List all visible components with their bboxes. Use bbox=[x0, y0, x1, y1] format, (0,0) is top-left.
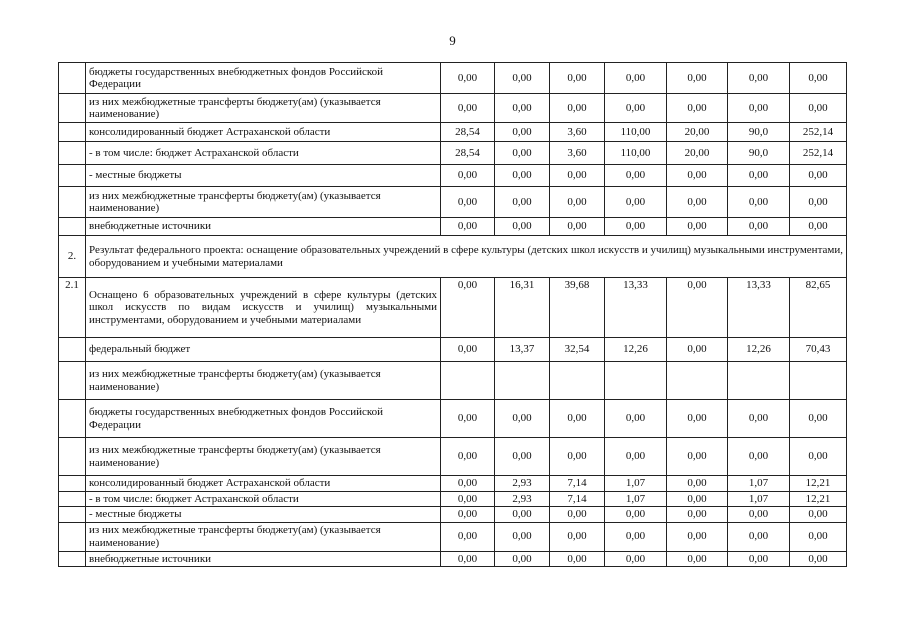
amount-cell: 12,26 bbox=[605, 338, 667, 362]
table-row bbox=[59, 476, 847, 492]
table-row bbox=[59, 218, 847, 236]
amount-cell: 0,00 bbox=[605, 507, 667, 523]
amount-cell: 0,00 bbox=[441, 338, 495, 362]
amount-cell: 0,00 bbox=[667, 476, 728, 492]
funding-source-cell: из них межбюджетные трансферты бюджету(ам) (указывается наименование) bbox=[86, 187, 441, 218]
amount-cell: 90,0 bbox=[728, 123, 790, 142]
amount-cell: 2,93 bbox=[495, 491, 550, 507]
amount-cell: 7,14 bbox=[550, 491, 605, 507]
row-number-cell bbox=[59, 218, 86, 236]
result-description-cell: Оснащено 6 образовательных учреждений в сфере культуры (детских школ искусств по видам искусств и училищ) музыкальными инструментами, оборудованием и учебными материалами bbox=[86, 278, 441, 338]
amount-cell: 0,00 bbox=[667, 338, 728, 362]
amount-cell: 2,93 bbox=[495, 476, 550, 492]
amount-cell: 13,33 bbox=[728, 278, 790, 338]
amount-cell: 0,00 bbox=[790, 400, 847, 438]
funding-source-cell: федеральный бюджет bbox=[86, 338, 441, 362]
amount-cell: 0,00 bbox=[728, 187, 790, 218]
amount-cell: 7,14 bbox=[550, 476, 605, 492]
amount-cell: 0,00 bbox=[667, 165, 728, 187]
funding-source-cell: - в том числе: бюджет Астраханской области bbox=[86, 142, 441, 165]
amount-cell: 0,00 bbox=[605, 551, 667, 567]
row-number-cell bbox=[59, 551, 86, 567]
section-title-cell: Результат федерального проекта: оснащение образовательных учреждений в сфере культуры (детских школ искусств и училищ) музыкальными инструментами, оборудованием и учебными материалами bbox=[86, 236, 847, 278]
table-row bbox=[59, 551, 847, 567]
amount-cell: 0,00 bbox=[605, 187, 667, 218]
amount-cell bbox=[495, 362, 550, 400]
table-row bbox=[59, 438, 847, 476]
amount-cell: 0,00 bbox=[550, 507, 605, 523]
amount-cell: 0,00 bbox=[495, 551, 550, 567]
amount-cell bbox=[605, 362, 667, 400]
amount-cell: 3,60 bbox=[550, 142, 605, 165]
amount-cell: 12,26 bbox=[728, 338, 790, 362]
amount-cell: 0,00 bbox=[605, 218, 667, 236]
row-number-cell bbox=[59, 476, 86, 492]
amount-cell: 20,00 bbox=[667, 123, 728, 142]
funding-source-cell: внебюджетные источники bbox=[86, 551, 441, 567]
amount-cell: 0,00 bbox=[667, 218, 728, 236]
funding-source-cell: бюджеты государственных внебюджетных фондов Российской Федерации bbox=[86, 63, 441, 94]
amount-cell: 28,54 bbox=[441, 123, 495, 142]
amount-cell: 0,00 bbox=[605, 400, 667, 438]
amount-cell: 0,00 bbox=[605, 522, 667, 551]
budget-table bbox=[58, 62, 847, 567]
funding-source-cell: - местные бюджеты bbox=[86, 507, 441, 523]
amount-cell bbox=[728, 362, 790, 400]
amount-cell: 13,33 bbox=[605, 278, 667, 338]
amount-cell: 0,00 bbox=[495, 438, 550, 476]
table-row bbox=[59, 63, 847, 94]
amount-cell: 0,00 bbox=[667, 94, 728, 123]
amount-cell: 0,00 bbox=[790, 507, 847, 523]
amount-cell: 0,00 bbox=[667, 278, 728, 338]
amount-cell: 82,65 bbox=[790, 278, 847, 338]
amount-cell: 0,00 bbox=[790, 187, 847, 218]
amount-cell: 0,00 bbox=[550, 63, 605, 94]
amount-cell: 0,00 bbox=[441, 476, 495, 492]
amount-cell: 0,00 bbox=[441, 94, 495, 123]
amount-cell: 70,43 bbox=[790, 338, 847, 362]
amount-cell: 0,00 bbox=[790, 551, 847, 567]
amount-cell: 0,00 bbox=[550, 438, 605, 476]
amount-cell: 0,00 bbox=[728, 165, 790, 187]
amount-cell: 20,00 bbox=[667, 142, 728, 165]
funding-source-cell: бюджеты государственных внебюджетных фондов Российской Федерации bbox=[86, 400, 441, 438]
amount-cell: 0,00 bbox=[550, 522, 605, 551]
amount-cell: 0,00 bbox=[441, 187, 495, 218]
row-number-cell bbox=[59, 123, 86, 142]
row-number-cell bbox=[59, 522, 86, 551]
amount-cell: 0,00 bbox=[495, 142, 550, 165]
amount-cell: 0,00 bbox=[667, 63, 728, 94]
amount-cell: 1,07 bbox=[605, 476, 667, 492]
amount-cell: 0,00 bbox=[728, 218, 790, 236]
amount-cell: 0,00 bbox=[790, 94, 847, 123]
amount-cell: 0,00 bbox=[667, 400, 728, 438]
amount-cell: 0,00 bbox=[550, 551, 605, 567]
amount-cell: 39,68 bbox=[550, 278, 605, 338]
amount-cell: 16,31 bbox=[495, 278, 550, 338]
row-number-cell bbox=[59, 507, 86, 523]
funding-source-cell: из них межбюджетные трансферты бюджету(ам) (указывается наименование) bbox=[86, 94, 441, 123]
amount-cell: 0,00 bbox=[605, 165, 667, 187]
funding-source-cell: - местные бюджеты bbox=[86, 165, 441, 187]
amount-cell: 12,21 bbox=[790, 491, 847, 507]
amount-cell: 0,00 bbox=[728, 551, 790, 567]
row-number-cell bbox=[59, 491, 86, 507]
amount-cell: 0,00 bbox=[550, 94, 605, 123]
amount-cell: 0,00 bbox=[667, 491, 728, 507]
section-row bbox=[59, 236, 847, 278]
amount-cell: 0,00 bbox=[441, 218, 495, 236]
table-row bbox=[59, 400, 847, 438]
amount-cell: 252,14 bbox=[790, 142, 847, 165]
amount-cell: 0,00 bbox=[667, 438, 728, 476]
amount-cell: 1,07 bbox=[728, 476, 790, 492]
amount-cell: 110,00 bbox=[605, 142, 667, 165]
amount-cell: 110,00 bbox=[605, 123, 667, 142]
amount-cell: 0,00 bbox=[728, 522, 790, 551]
funding-source-cell: из них межбюджетные трансферты бюджету(ам) (указывается наименование) bbox=[86, 438, 441, 476]
table-row bbox=[59, 522, 847, 551]
table-row bbox=[59, 94, 847, 123]
amount-cell: 0,00 bbox=[728, 507, 790, 523]
amount-cell: 0,00 bbox=[441, 63, 495, 94]
amount-cell: 0,00 bbox=[495, 400, 550, 438]
amount-cell: 0,00 bbox=[441, 438, 495, 476]
row-number-cell bbox=[59, 63, 86, 94]
amount-cell: 0,00 bbox=[550, 187, 605, 218]
amount-cell: 0,00 bbox=[495, 507, 550, 523]
amount-cell: 28,54 bbox=[441, 142, 495, 165]
table-row bbox=[59, 165, 847, 187]
table-body bbox=[59, 63, 847, 567]
amount-cell: 0,00 bbox=[441, 400, 495, 438]
table-row bbox=[59, 187, 847, 218]
table-row bbox=[59, 123, 847, 142]
amount-cell: 0,00 bbox=[790, 522, 847, 551]
table-row bbox=[59, 507, 847, 523]
funding-source-cell: из них межбюджетные трансферты бюджету(ам) (указывается наименование) bbox=[86, 362, 441, 400]
amount-cell: 0,00 bbox=[495, 123, 550, 142]
amount-cell: 0,00 bbox=[495, 218, 550, 236]
amount-cell: 0,00 bbox=[495, 187, 550, 218]
funding-source-cell: - в том числе: бюджет Астраханской области bbox=[86, 491, 441, 507]
row-number-cell bbox=[59, 187, 86, 218]
row-number-cell bbox=[59, 438, 86, 476]
funding-source-cell: консолидированный бюджет Астраханской области bbox=[86, 476, 441, 492]
page-number: 9 bbox=[449, 33, 456, 48]
amount-cell: 0,00 bbox=[495, 165, 550, 187]
amount-cell: 12,21 bbox=[790, 476, 847, 492]
amount-cell: 0,00 bbox=[441, 491, 495, 507]
amount-cell: 0,00 bbox=[441, 522, 495, 551]
amount-cell: 0,00 bbox=[550, 400, 605, 438]
amount-cell: 0,00 bbox=[667, 187, 728, 218]
amount-cell: 90,0 bbox=[728, 142, 790, 165]
amount-cell: 0,00 bbox=[728, 63, 790, 94]
amount-cell: 0,00 bbox=[605, 94, 667, 123]
row-number-cell bbox=[59, 165, 86, 187]
amount-cell: 0,00 bbox=[550, 218, 605, 236]
amount-cell: 13,37 bbox=[495, 338, 550, 362]
row-number-cell bbox=[59, 338, 86, 362]
amount-cell: 1,07 bbox=[605, 491, 667, 507]
amount-cell bbox=[790, 362, 847, 400]
amount-cell: 1,07 bbox=[728, 491, 790, 507]
table-row bbox=[59, 142, 847, 165]
amount-cell: 0,00 bbox=[667, 551, 728, 567]
amount-cell: 0,00 bbox=[667, 522, 728, 551]
amount-cell: 0,00 bbox=[790, 63, 847, 94]
amount-cell: 0,00 bbox=[441, 165, 495, 187]
amount-cell: 0,00 bbox=[495, 63, 550, 94]
amount-cell bbox=[550, 362, 605, 400]
row-number-cell bbox=[59, 362, 86, 400]
table-row bbox=[59, 491, 847, 507]
amount-cell: 0,00 bbox=[728, 400, 790, 438]
funding-source-cell: консолидированный бюджет Астраханской области bbox=[86, 123, 441, 142]
amount-cell: 0,00 bbox=[495, 522, 550, 551]
amount-cell: 0,00 bbox=[441, 507, 495, 523]
row-number-cell bbox=[59, 94, 86, 123]
amount-cell: 0,00 bbox=[605, 438, 667, 476]
table-row bbox=[59, 338, 847, 362]
row-number-cell: 2.1 bbox=[59, 278, 86, 338]
funding-source-cell: внебюджетные источники bbox=[86, 218, 441, 236]
row-number-cell bbox=[59, 142, 86, 165]
funding-source-cell: из них межбюджетные трансферты бюджету(ам) (указывается наименование) bbox=[86, 522, 441, 551]
table-row bbox=[59, 362, 847, 400]
row-number-cell bbox=[59, 400, 86, 438]
amount-cell: 0,00 bbox=[790, 165, 847, 187]
amount-cell: 0,00 bbox=[790, 438, 847, 476]
table-row bbox=[59, 278, 847, 338]
amount-cell: 0,00 bbox=[441, 278, 495, 338]
amount-cell: 0,00 bbox=[605, 63, 667, 94]
amount-cell: 0,00 bbox=[667, 507, 728, 523]
amount-cell: 0,00 bbox=[441, 551, 495, 567]
amount-cell: 0,00 bbox=[550, 165, 605, 187]
amount-cell: 0,00 bbox=[728, 94, 790, 123]
amount-cell: 0,00 bbox=[790, 218, 847, 236]
amount-cell: 3,60 bbox=[550, 123, 605, 142]
amount-cell: 32,54 bbox=[550, 338, 605, 362]
amount-cell: 0,00 bbox=[495, 94, 550, 123]
row-number-cell: 2. bbox=[59, 236, 86, 278]
amount-cell: 0,00 bbox=[728, 438, 790, 476]
amount-cell: 252,14 bbox=[790, 123, 847, 142]
amount-cell bbox=[441, 362, 495, 400]
amount-cell bbox=[667, 362, 728, 400]
